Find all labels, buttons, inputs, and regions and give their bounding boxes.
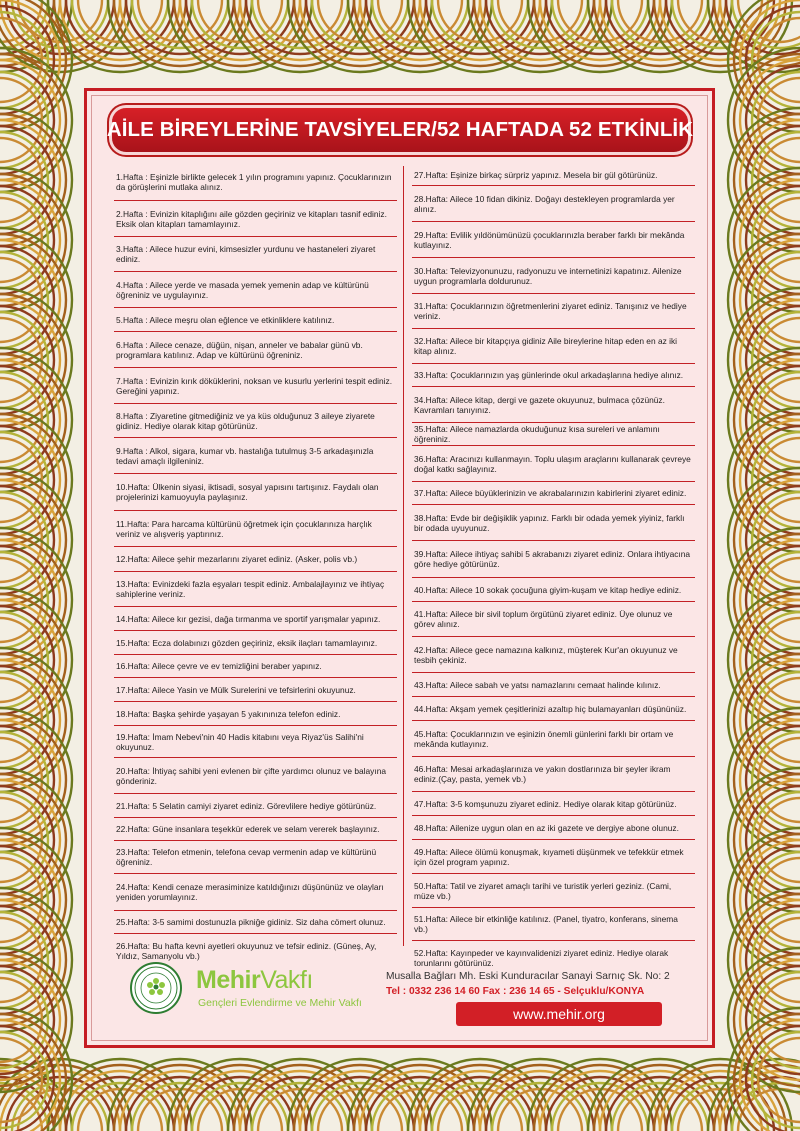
week-item: 5.Hafta : Ailece meşru olan eğlence ve etkinliklere katılınız. bbox=[114, 308, 397, 332]
week-item: 38.Hafta: Evde bir değişiklik yapınız. Farklı bir odada yemek yiyiniz, farklı bir odada uyuyunuz. bbox=[412, 505, 695, 541]
week-item: 1.Hafta : Eşinizle birlikte gelecek 1 yılın programını yapınız. Çocuklarınızın da görüşlerini mutlaka alınız. bbox=[114, 164, 397, 201]
week-item: 43.Hafta: Ailece sabah ve yatsı namazlarını cemaat halinde kılınız. bbox=[412, 673, 695, 697]
week-item: 8.Hafta : Ziyaretine gitmediğiniz ve ya küs olduğunuz 3 aileye ziyarete gidiniz. Hediye olarak kitap götürünüz. bbox=[114, 404, 397, 438]
week-item: 21.Hafta: 5 Selatin camiyi ziyaret ediniz. Görevlilere hediye götürünüz. bbox=[114, 794, 397, 818]
week-item: 4.Hafta : Ailece yerde ve masada yemek yemenin adap ve kültürünü öğreniniz ve uygulayınız. bbox=[114, 272, 397, 308]
week-item: 41.Hafta: Ailece bir sivil toplum örgütünü ziyaret ediniz. Üye olunuz ve görev alınız. bbox=[412, 602, 695, 637]
week-item: 47.Hafta: 3-5 komşunuzu ziyaret ediniz. Hediye olarak kitap götürünüz. bbox=[412, 792, 695, 816]
week-item: 27.Hafta: Eşinize birkaç sürpriz yapınız. Mesela bir gül götürünüz. bbox=[412, 164, 695, 186]
week-item: 37.Hafta: Ailece büyüklerinizin ve akrabalarınızın kabirlerini ziyaret ediniz. bbox=[412, 482, 695, 505]
week-item: 36.Hafta: Aracınızı kullanmayın. Toplu ulaşım araçlarını kullanarak çevreye doğal katkı sağlayınız. bbox=[412, 446, 695, 482]
week-item: 45.Hafta: Çocuklarınızın ve eşinizin önemli günlerini farklı bir ortam ve mekânda kutlayınız. bbox=[412, 721, 695, 757]
week-item: 6.Hafta : Ailece cenaze, düğün, nişan, anneler ve babalar günü vb. programlara katılınız. Adap ve kültürünü öğreniniz. bbox=[114, 332, 397, 368]
week-item: 10.Hafta: Ülkenin siyasi, iktisadi, sosyal yapısını tartışınız. Faydalı olan projelerinizi kamuoyuyla paylaşınız. bbox=[114, 474, 397, 511]
week-item: 14.Hafta: Ailece kır gezisi, dağa tırmanma ve sportif yarışmalar yapınız. bbox=[114, 607, 397, 631]
week-item: 2.Hafta : Evinizin kitaplığını aile gözden geçiriniz ve kitapları tasnif ediniz. Eksik olan kitapları tamamlayınız. bbox=[114, 201, 397, 237]
week-item: 46.Hafta: Mesai arkadaşlarınıza ve yakın dostlarınıza bir şeyler ikram ediniz.(Çay, pasta, yemek vb.) bbox=[412, 757, 695, 792]
week-item: 28.Hafta: Ailece 10 fidan dikiniz. Doğayı destekleyen programlarda yer alınız. bbox=[412, 186, 695, 222]
weeks-1-26-list bbox=[114, 164, 397, 967]
week-item: 17.Hafta: Ailece Yasin ve Mülk Surelerini ve tefsirlerini okuyunuz. bbox=[114, 678, 397, 702]
week-item: 7.Hafta : Evinizin kırık döküklerini, noksan ve kusurlu yerlerini tespit ediniz. Gereğini yapınız. bbox=[114, 368, 397, 404]
website-link[interactable]: www.mehir.org bbox=[456, 1002, 662, 1026]
week-item: 42.Hafta: Ailece gece namazına kalkınız, müşterek Kur'an okuyunuz ve tesbih çekiniz. bbox=[412, 637, 695, 673]
week-item: 40.Hafta: Ailece 10 sokak çocuğuna giyim-kuşam ve kitap hediye ediniz. bbox=[412, 578, 695, 602]
week-item: 31.Hafta: Çocuklarınızın öğretmenlerini ziyaret ediniz. Tanışınız ve hediye veriniz. bbox=[412, 294, 695, 329]
brand-wordmark bbox=[196, 966, 313, 995]
week-item: 32.Hafta: Ailece bir kitapçıya gidiniz Aile bireylerine hitap eden en az iki kitap alınız. bbox=[412, 329, 695, 364]
week-item: 9.Hafta : Alkol, sigara, kumar vb. hastalığa tutulmuş 3-5 arkadaşınızla tedavi amaçlı ilgileniniz. bbox=[114, 438, 397, 474]
week-item: 25.Hafta: 3-5 samimi dostunuzla pikniğe gidiniz. Siz daha cömert olunuz. bbox=[114, 911, 397, 934]
column-divider bbox=[403, 166, 404, 946]
week-item: 51.Hafta: Ailece bir etkinliğe katılınız. (Panel, tiyatro, konferans, sinema vb.) bbox=[412, 908, 695, 941]
week-item: 34.Hafta: Ailece kitap, dergi ve gazete okuyunuz, bulmaca çözünüz. Kavramları tanıyınız. bbox=[412, 387, 695, 423]
brand-tagline: Gençleri Evlendirme ve Mehir Vakfı bbox=[198, 997, 362, 1009]
page-title: AİLE BİREYLERİNE TAVSİYELER/52 HAFTADA 52 ETKİNLİK bbox=[106, 118, 694, 141]
week-item: 49.Hafta: Ailece ölümü konuşmak, kıyameti düşünmek ve tefekkür etmek için özel program yapınız. bbox=[412, 840, 695, 874]
week-item: 35.Hafta: Ailece namazlarda okuduğunuz kısa sureleri ve anlamını öğreniniz. bbox=[412, 423, 695, 446]
brand-name-bold: Mehir bbox=[196, 966, 261, 994]
week-item: 50.Hafta: Tatil ve ziyaret amaçlı tarihi ve turistik yerleri geziniz. (Cami, müze vb.) bbox=[412, 874, 695, 908]
foundation-seal-icon bbox=[130, 962, 182, 1014]
week-item: 11.Hafta: Para harcama kültürünü öğretmek için çocuklarınıza harçlık veriniz ve alışveriş yaptırınız. bbox=[114, 511, 397, 547]
title-banner bbox=[106, 108, 694, 152]
week-item: 26.Hafta: Bu hafta kevni ayetleri okuyunuz ve tefsir ediniz. (Güneş, Ay, Yıldız, Samanyolu vb.) bbox=[116, 940, 377, 961]
week-item: 29.Hafta: Evlilik yıldönümünüzü çocuklarınızla beraber farklı bir mekânda kutlayınız. bbox=[412, 222, 695, 258]
week-item: 44.Hafta: Akşam yemek çeşitlerinizi azaltıp hiç bulamayanları düşününüz. bbox=[412, 697, 695, 721]
address-text: Musalla Bağları Mh. Eski Kunduracılar Sanayi Sarnıç Sk. No: 2 bbox=[386, 971, 670, 982]
phone-fax-text: Tel : 0332 236 14 60 Fax : 236 14 65 - Selçuklu/KONYA bbox=[386, 986, 645, 997]
week-item: 19.Hafta: İmam Nebevi'nin 40 Hadis kitabını veya Riyaz'üs Salihi'ni okuyunuz. bbox=[114, 726, 397, 758]
week-item: 30.Hafta: Televizyonunuzu, radyonuzu ve internetinizi kapatınız. Ailenize uygun programlarla doldurunuz. bbox=[412, 258, 695, 294]
week-item: 23.Hafta: Telefon etmenin, telefona cevap vermenin adap ve kültürünü öğreniniz. bbox=[114, 841, 397, 874]
week-item: 18.Hafta: Başka şehirde yaşayan 5 yakınınıza telefon ediniz. bbox=[114, 702, 397, 726]
week-item: 22.Hafta: Güne insanlara teşekkür ederek ve selam vererek başlayınız. bbox=[114, 818, 397, 841]
week-item: 12.Hafta: Ailece şehir mezarlarını ziyaret ediniz. (Asker, polis vb.) bbox=[114, 547, 397, 572]
week-item: 3.Hafta : Ailece huzur evini, kimsesizler yurdunu ve hastaneleri ziyaret ediniz. bbox=[114, 237, 397, 272]
brand-name-light: Vakfı bbox=[260, 966, 313, 994]
week-item: 48.Hafta: Ailenize uygun olan en az iki gazete ve dergiye abone olunuz. bbox=[412, 816, 695, 840]
week-item: 24.Hafta: Kendi cenaze merasiminize katıldığınızı düşününüz ve olayları yeniden yorumlayınız. bbox=[114, 874, 397, 911]
week-item: 39.Hafta: Ailece ihtiyaç sahibi 5 akrabanızı ziyaret ediniz. Onlara ihtiyacına göre hediye götürünüz. bbox=[412, 541, 695, 578]
week-item: 20.Hafta: İhtiyaç sahibi yeni evlenen bir çifte yardımcı olunuz ve balayına gönderiniz. bbox=[114, 758, 397, 794]
week-item: 16.Hafta: Ailece çevre ve ev temizliğini beraber yapınız. bbox=[114, 655, 397, 678]
week-item: 15.Hafta: Ecza dolabınızı gözden geçiriniz, eksik ilaçları tamamlayınız. bbox=[114, 631, 397, 655]
week-item: 33.Hafta: Çocuklarınızın yaş günlerinde okul arkadaşlarına hediye alınız. bbox=[412, 364, 695, 387]
weeks-27-52-list bbox=[412, 164, 695, 974]
week-item: 13.Hafta: Evinizdeki fazla eşyaları tespit ediniz. Ambalajlayınız ve ihtiyaç sahiplerine veriniz. bbox=[114, 572, 397, 607]
week-item: 52.Hafta: Kayınpeder ve kayınvalidenizi ziyaret ediniz. Hediye olarak torunlarını götürünüz. bbox=[414, 947, 669, 968]
